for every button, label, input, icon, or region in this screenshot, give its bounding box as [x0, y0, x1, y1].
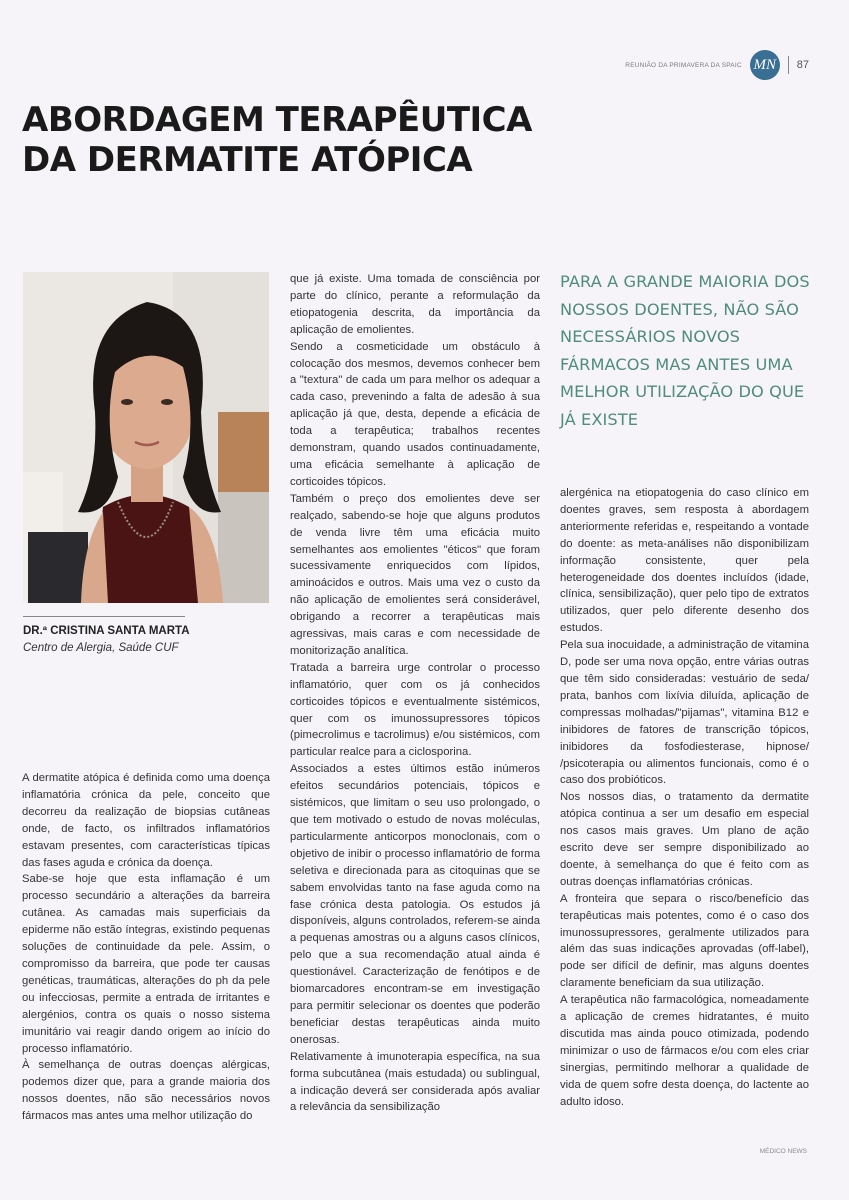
- article-title: [22, 100, 532, 180]
- paragraph: Sabe-se hoje que esta inflamação é um processo secundário a alterações da barreira cutânea. As camadas mais superficiais da epiderme não estão íntegras, existindo pequenas soluções de continuidade da pele. Assim, o compromisso da barreira, que pode ter causas genéticas, traumáticas, alterações do ph da pele ou infecciosas, permite a entrada de irritantes e alergénios, contra os quais o nosso sistema imunitário vai reagir dando origem ao início do processo inflamatório.: [22, 873, 270, 1055]
- paragraph: Associados a estes últimos estão inúmeros efeitos secundários potenciais, tópicos e sistémicos, que limitam o seu uso prolongado, o que tem motivado o estudo de novas moléculas, particularmente anticorpos monoclonais, com o objetivo de inibir o processo inflamatório de forma seletiva e direcionada para as citoquinas que se sabem envolvidas tanto na fase aguda como na fase crónica desta patologia. Os estudos já disponíveis, alguns controlados, referem-se ainda a pequenas amostras ou a alguns casos clínicos, pelo que a sua recomendação atual ainda é questionável. Caracterização de fenótipos e de biomarcadores encontram-se em investigação para permitir selecionar os doentes que poderão beneficiar destas terapêuticas ainda muito onerosas.: [290, 763, 540, 1046]
- title-line-1: ABORDAGEM TERAPÊUTICA: [22, 100, 532, 140]
- text-column-1: [22, 770, 270, 1125]
- title-line-2: DA DERMATITE ATÓPICA: [22, 140, 473, 180]
- paragraph: Pela sua inocuidade, a administração de vitamina D, pode ser uma nova opção, entre várias outras que têm sido consideradas: vestuário de seda/ prata, banhos com lixívia diluída, aplicação de compressas molhadas/"pijamas", vitamina B12 e inibidores de fatores de transcrição tópicos, inibidores da fosfodiesterase, hipnose/ /psicoterapia ou alimentos funcionais, como é o caso dos probióticos.: [560, 639, 809, 787]
- section-label: REUNIÃO DA PRIMAVERA DA SPAIC: [625, 61, 742, 69]
- text-column-2: [290, 271, 540, 1116]
- page-footer: MÉDICO NEWS: [759, 1148, 807, 1155]
- paragraph: À semelhança de outras doenças alérgicas, podemos dizer que, para a grande maioria dos nossos doentes, não são necessários novos fármacos mas antes uma melhor utilização do: [22, 1059, 270, 1123]
- page-header: [625, 50, 809, 80]
- paragraph: Relativamente à imunoterapia específica, na sua forma subcutânea (mais estudada) ou sublingual, a indicação deverá ser considerada após avaliar a relevância da sensibilização: [290, 1050, 540, 1114]
- paragraph: A terapêutica não farmacológica, nomeadamente a aplicação de cremes hidratantes, é muito discutida mas ainda pouco otimizada, podendo minimizar o uso de fármacos e/ou com eles criar sinergias, permitindo melhorar a qualidade de vida de quem sofre desta doença, do lactente ao adulto idoso.: [560, 994, 809, 1108]
- page-number: 87: [796, 59, 809, 71]
- paragraph: que já existe. Uma tomada de consciência por parte do clínico, perante a reformulação da etiopatogenia descrita, da importância da aplicação de emolientes.: [290, 273, 540, 336]
- paragraph: Tratada a barreira urge controlar o processo inflamatório, quer com os já conhecidos corticoides tópicos e eventualmente sistémicos, quer com os imunossupressores tópicos (pimecrolimus e tacrolimus) e/ou sistémicos, com particular realce para a ciclosporina.: [290, 661, 540, 759]
- author-divider: [23, 616, 185, 617]
- paragraph: Sendo a cosmeticidade um obstáculo à colocação dos mesmos, devemos conhecer bem a "textura" de cada um para melhor os adequar a cada caso, prevenindo a falta de adesão à sua aplicação já que, desta, depende a eficácia de toda a terapêutica; trabalhos recentes demonstram, quando usados continuadamente, uma eficácia semelhante à aplicação de corticoides tópicos.: [290, 340, 540, 488]
- paragraph: A dermatite atópica é definida como uma doença inflamatória crónica da pele, conceito que decorreu da realização de biopsias cutâneas onde, de facto, os infiltrados inflamatórios estavam presentes, com características típicas das fases aguda e crónica da doença.: [22, 772, 270, 869]
- author-portrait-image: [23, 272, 269, 603]
- author-name: DR.ª CRISTINA SANTA MARTA: [23, 625, 190, 637]
- paragraph: Nos nossos dias, o tratamento da dermatite atópica continua a ser um desafio em especial nos casos mais graves. Um plano de ação escrito deve ser sempre disponibilizado ao doente, à semelhança do que é feito com as outras doenças inflamatórias crónicas.: [560, 791, 809, 888]
- magazine-logo: MN: [750, 50, 780, 80]
- pull-quote: PARA A GRANDE MAIORIA DOS NOSSOS DOENTES, NÃO SÃO NECESSÁRIOS NOVOS FÁRMACOS MAS ANTES UMA MELHOR UTILIZAÇÃO DO QUE JÁ EXISTE: [560, 272, 810, 429]
- author-photo: [23, 272, 269, 603]
- text-column-3: [560, 485, 809, 1111]
- header-divider: [788, 56, 789, 74]
- paragraph: A fronteira que separa o risco/benefício das terapêuticas mais potentes, como é o caso dos imunossupressores, geralmente utilizados para além das suas indicações aprovadas (off-label), pode ser difícil de definir, mas alguns doentes claramente beneficiam da sua utilização.: [560, 892, 809, 990]
- paragraph: Também o preço dos emolientes deve ser realçado, sabendo-se hoje que alguns produtos de venda livre têm uma eficácia muito semelhantes aos emolientes "éticos" que foram sucessivamente enriquecidos com lípidos, aminoácidos e outros. Mais uma vez o custo da não aplicação de emolientes será considerável, obrigando a recorrer a terapêuticas mais agressivas, mais caras e com necessidade de monitorização analítica.: [290, 492, 540, 657]
- author-affiliation: Centro de Alergia, Saúde CUF: [23, 642, 179, 654]
- paragraph: alergénica na etiopatogenia do caso clínico em doentes graves, sem resposta à abordagem anteriormente referidas e, respeitando a vontade do doente: as meta-análises não disponibilizam informação consistente, quer pela heterogeneidade dos doentes incluídos (idade, clínica, sensibilização), quer pelo tipo de extratos utilizados, quer pelo diferente desenho dos estudos.: [560, 487, 809, 635]
